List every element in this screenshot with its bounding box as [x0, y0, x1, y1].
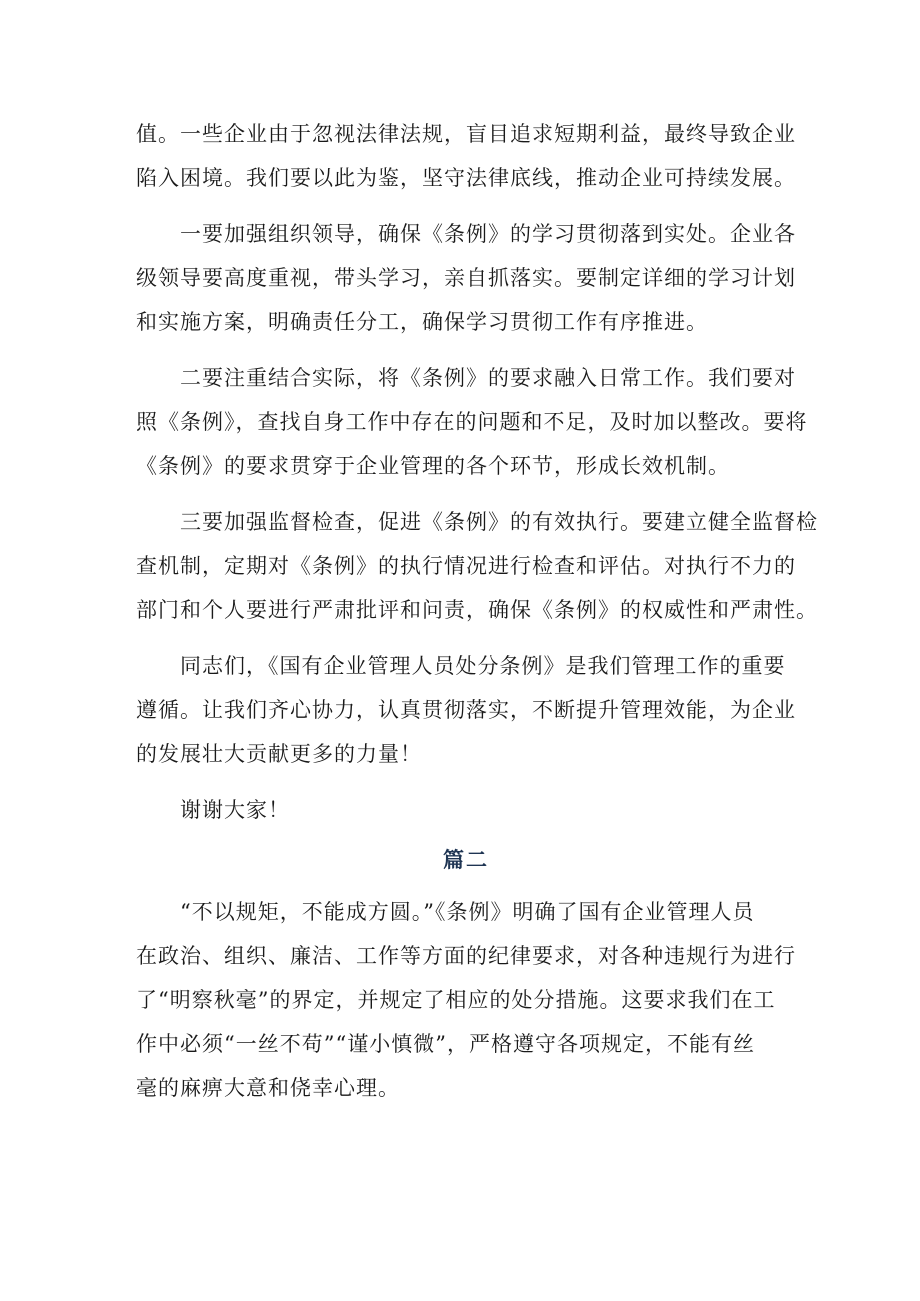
text-line: 二要注重结合实际，将《条例》的要求融入日常工作。我们要对: [136, 366, 796, 390]
text-line: 了“明察秋毫”的界定，并规定了相应的处分措施。这要求我们在工: [136, 988, 776, 1012]
text-line: 级领导要高度重视，带头学习，亲自抓落实。要制定详细的学习计划: [136, 266, 796, 290]
text-line: 谢谢大家！: [136, 798, 290, 822]
text-line: 值。一些企业由于忽视法律法规，盲目追求短期利益，最终导致企业: [136, 122, 796, 146]
text-line: 遵循。让我们齐心协力，认真贯彻落实，不断提升管理效能，为企业: [136, 698, 796, 722]
text-line: 陷入困境。我们要以此为鉴，坚守法律底线，推动企业可持续发展。: [136, 166, 796, 190]
text-line: 《条例》的要求贯穿于企业管理的各个环节，形成长效机制。: [136, 454, 730, 478]
paragraph-1: [136, 212, 796, 344]
document-body: [136, 112, 818, 1110]
text-line: 在政治、组织、廉洁、工作等方面的纪律要求，对各种违规行为进行: [136, 944, 796, 968]
paragraph-5: [136, 788, 796, 832]
text-line: 一要加强组织领导，确保《条例》的学习贯彻落到实处。企业各: [136, 222, 796, 246]
paragraph-6: [136, 890, 796, 1110]
paragraph-4: [136, 644, 796, 776]
text-line: 作中必须“一丝不苟”“谨小慎微”，严格遵守各项规定，不能有丝: [136, 1032, 755, 1056]
text-line: 查机制，定期对《条例》的执行情况进行检查和评估。对执行不力的: [136, 554, 796, 578]
section-heading: 篇二: [443, 847, 489, 872]
text-line: 部门和个人要进行严肃批评和问责，确保《条例》的权威性和严肃性。: [136, 598, 818, 622]
paragraph-0: [136, 112, 796, 200]
text-line: 的发展壮大贡献更多的力量！: [136, 742, 422, 766]
text-line: “不以规矩，不能成方圆。”《条例》明确了国有企业管理人员: [136, 900, 755, 924]
text-line: 毫的麻痹大意和侥幸心理。: [136, 1076, 400, 1100]
text-line: 和实施方案，明确责任分工，确保学习贯彻工作有序推进。: [136, 310, 708, 334]
text-line: 照《条例》，查找自身工作中存在的问题和不足，及时加以整改。要将: [136, 410, 808, 434]
text-line: 同志们，《国有企业管理人员处分条例》是我们管理工作的重要: [136, 654, 786, 678]
paragraph-3: [136, 500, 818, 632]
text-line: 三要加强监督检查，促进《条例》的有效执行。要建立健全监督检: [136, 510, 818, 534]
paragraph-2: [136, 356, 808, 488]
